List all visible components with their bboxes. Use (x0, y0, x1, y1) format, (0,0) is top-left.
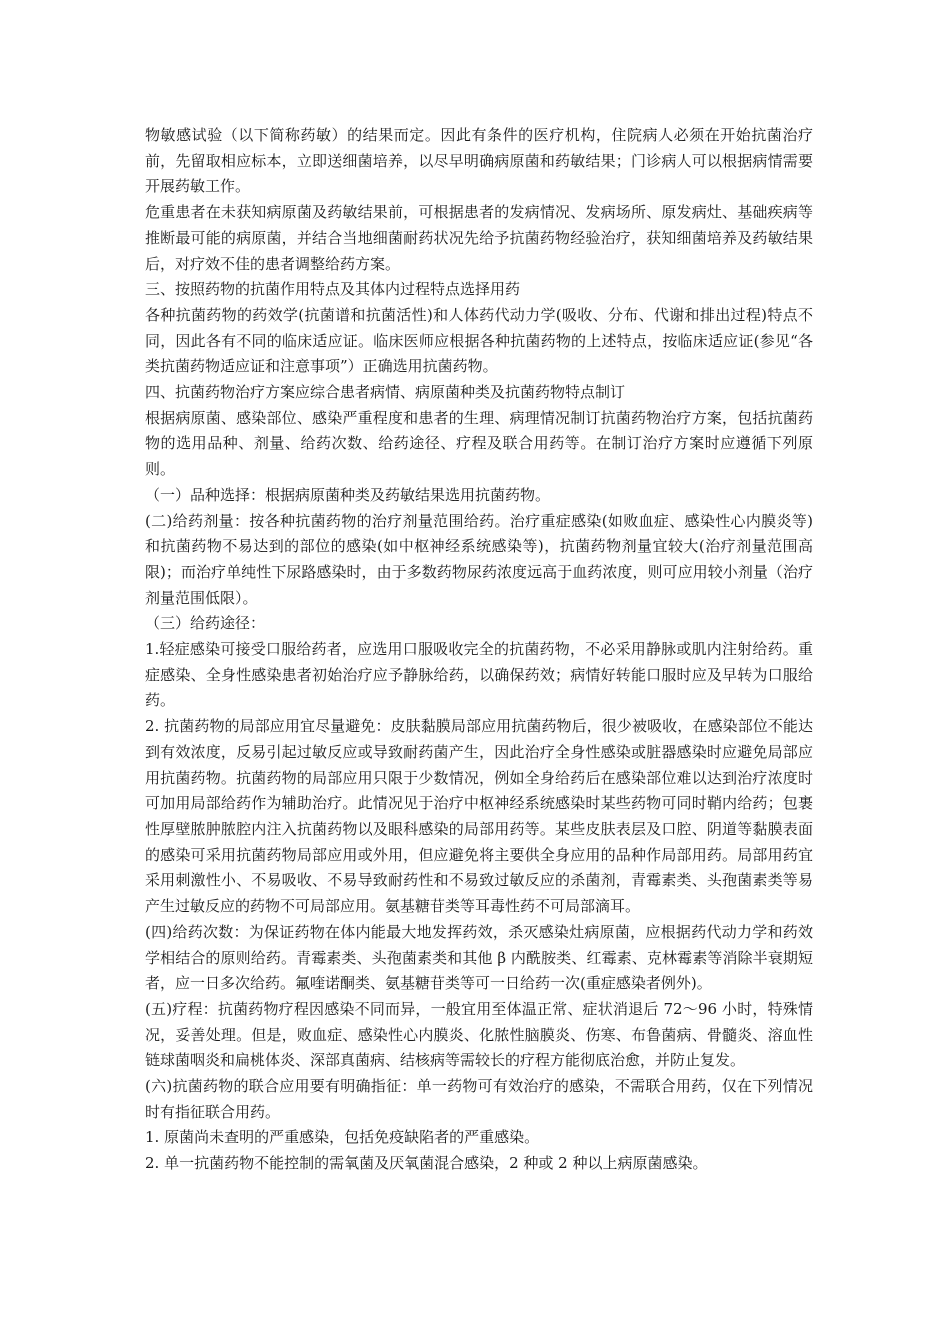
item-combination: (六)抗菌药物的联合应用要有明确指征：单一药物可有效治疗的感染，不需联合用药，仅在下列情况时有指征联合用药。 (145, 1077, 813, 1121)
paragraph-3: 根据病原菌、感染部位、感染严重程度和患者的生理、病理情况制订抗菌药物治疗方案，包括抗菌药物的选用品种、剂量、给药次数、给药途径、疗程及联合用药等。在制订治疗方案时应遵循下列原则。 (145, 408, 813, 479)
combination-point-2: 2. 单一抗菌药物不能控制的需氧菌及厌氧菌混合感染，2 种或 2 种以上病原菌感染。 (145, 1154, 708, 1173)
item-route-heading: （三）给药途径： (145, 614, 266, 633)
item-route-1: 1.轻症感染可接受口服给药者，应选用口服吸收完全的抗菌药物，不必采用静脉或肌内注射给药。重症感染、全身性感染患者初始治疗应予静脉给药，以确保药效；病情好转能口服时应及早转为口服给药。 (145, 640, 813, 710)
item-frequency: (四)给药次数：为保证药物在体内能最大地发挥药效，杀灭感染灶病原菌，应根据药代动力学和药效学相结合的原则给药。青霉素类、头孢菌素类和其他 β 内酰胺类、红霉素、克林霉素等消除半衰期短者，应一日多次给药。氟喹诺酮类、氨基糖苷类等可一日给药一次(重症感染者例外)。 (145, 922, 813, 993)
paragraph-2: 各种抗菌药物的药效学(抗菌谱和抗菌活性)和人体药代动力学(吸收、分布、代谢和排出过程)特点不同，因此各有不同的临床适应证。临床医师应根据各种抗菌药物的上述特点，按临床适应证(参见“各类抗菌药物适应证和注意事项”）正确选用抗菌药物。 (145, 305, 813, 376)
item-variety-selection: （一）品种选择：根据病原菌种类及药敏结果选用抗菌药物。 (145, 485, 551, 504)
item-course: (五)疗程：抗菌药物疗程因感染不同而异，一般宜用至体温正常、症状消退后 72～96 小时，特殊情况，妥善处理。但是，败血症、感染性心内膜炎、化脓性脑膜炎、伤寒、布鲁菌病、骨髓炎、溶血性链球菌咽炎和扁桃体炎、深部真菌病、结核病等需较长的疗程方能彻底治愈，并防止复发。 (145, 999, 813, 1070)
paragraph-1: 危重患者在未获知病原菌及药敏结果前，可根据患者的发病情况、发病场所、原发病灶、基础疾病等推断最可能的病原菌，并结合当地细菌耐药状况先给予抗菌药物经验治疗，获知细菌培养及药敏结果后，对疗效不佳的患者调整给药方案。 (145, 203, 813, 273)
item-route-2: 2. 抗菌药物的局部应用宜尽量避免：皮肤黏膜局部应用抗菌药物后，很少被吸收，在感染部位不能达到有效浓度，反易引起过敏反应或导致耐药菌产生，因此治疗全身性感染或脏器感染时应避免局部应用抗菌药物。抗菌药物的局部应用只限于少数情况，例如全身给药后在感染部位难以达到治疗浓度时可加用局部给药作为辅助治疗。此情况见于治疗中枢神经系统感染时某些药物可同时鞘内给药；包裹性厚壁脓肿脓腔内注入抗菌药物以及眼科感染的局部用药等。某些皮肤表层及口腔、阴道等黏膜表面的感染可采用抗菌药物局部应用或外用，但应避免将主要供全身应用的品种作局部用药。局部用药宜采用刺激性小、不易吸收、不易导致耐药性和不易致过敏反应的杀菌剂，青霉素类、头孢菌素类等易产生过敏反应的药物不可局部应用。氨基糖苷类等耳毒性药不可局部滴耳。 (145, 717, 813, 916)
combination-point-1: 1. 原菌尚未查明的严重感染，包括免疫缺陷者的严重感染。 (145, 1128, 540, 1147)
section-heading-3: 三、按照药物的抗菌作用特点及其体内过程特点选择用药 (145, 280, 521, 299)
section-heading-4: 四、抗菌药物治疗方案应综合患者病情、病原菌种类及抗菌药物特点制订 (145, 383, 626, 402)
paragraph-0: 物敏感试验（以下简称药敏）的结果而定。因此有条件的医疗机构，住院病人必须在开始抗菌治疗前，先留取相应标本，立即送细菌培养，以尽早明确病原菌和药敏结果；门诊病人可以根据病情需要开展药敏工作。 (145, 126, 813, 196)
document-body (145, 123, 813, 1177)
item-dosage: (二)给药剂量：按各种抗菌药物的治疗剂量范围给药。治疗重症感染(如败血症、感染性心内膜炎等)和抗菌药物不易达到的部位的感染(如中枢神经系统感染等)，抗菌药物剂量宜较大(治疗剂量范围高限)；而治疗单纯性下尿路感染时，由于多数药物尿药浓度远高于血药浓度，则可应用较小剂量（治疗剂量范围低限）。 (145, 511, 813, 607)
